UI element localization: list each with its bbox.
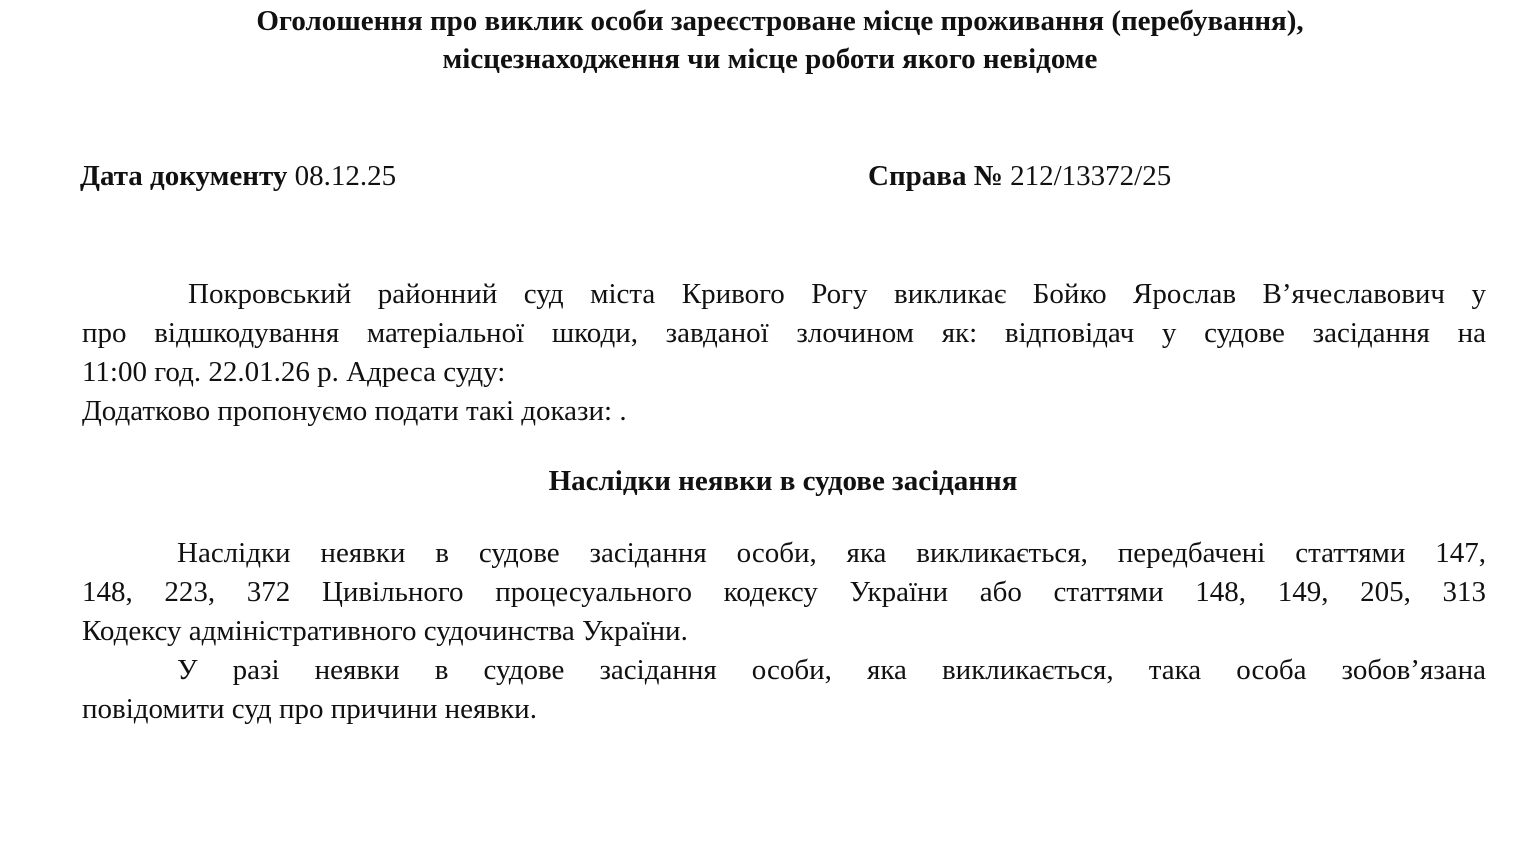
case-number-value: 212/13372/25	[1010, 160, 1172, 192]
document-title-line-2: місцезнаходження чи місце роботи якого невідоме	[442, 43, 1098, 75]
summons-line: Покровський районний суд міста Кривого Рогу викликає Бойко Ярослав В’ячеславович у	[188, 278, 1486, 310]
document-date-label: Дата документу	[80, 160, 288, 192]
notification-line: У разі неявки в судове засідання особи, яка викликається, така особа зобов’язана	[177, 654, 1486, 686]
consequences-line: Кодексу адміністративного судочинства України.	[82, 615, 688, 647]
case-number	[868, 157, 1171, 195]
consequences-paragraph	[82, 534, 1486, 651]
summons-line: про відшкодування матеріальної шкоди, завданої злочином як: відповідач у судове засідання на	[82, 317, 1486, 349]
document-title-line-1: Оголошення про виклик особи зареєстроване місце проживання (перебування),	[256, 5, 1304, 37]
notification-paragraph	[82, 651, 1486, 729]
consequences-line: 148, 223, 372 Цивільного процесуального кодексу України або статтями 148, 149, 205, 313	[82, 576, 1486, 608]
document-date	[80, 157, 396, 195]
consequences-heading: Наслідки неявки в судове засідання	[548, 465, 1018, 497]
summons-paragraph	[82, 275, 1486, 431]
summons-line: 11:00 год. 22.01.26 р. Адреса суду:	[82, 356, 506, 388]
case-number-label: Справа №	[868, 160, 1003, 192]
consequences-line: Наслідки неявки в судове засідання особи, яка викликається, передбачені статтями 147,	[177, 537, 1486, 569]
document-date-value: 08.12.25	[294, 160, 397, 192]
evidence-line: Додатково пропонуємо подати такі докази: .	[82, 395, 627, 427]
notification-line: повідомити суд про причини неявки.	[82, 693, 537, 725]
